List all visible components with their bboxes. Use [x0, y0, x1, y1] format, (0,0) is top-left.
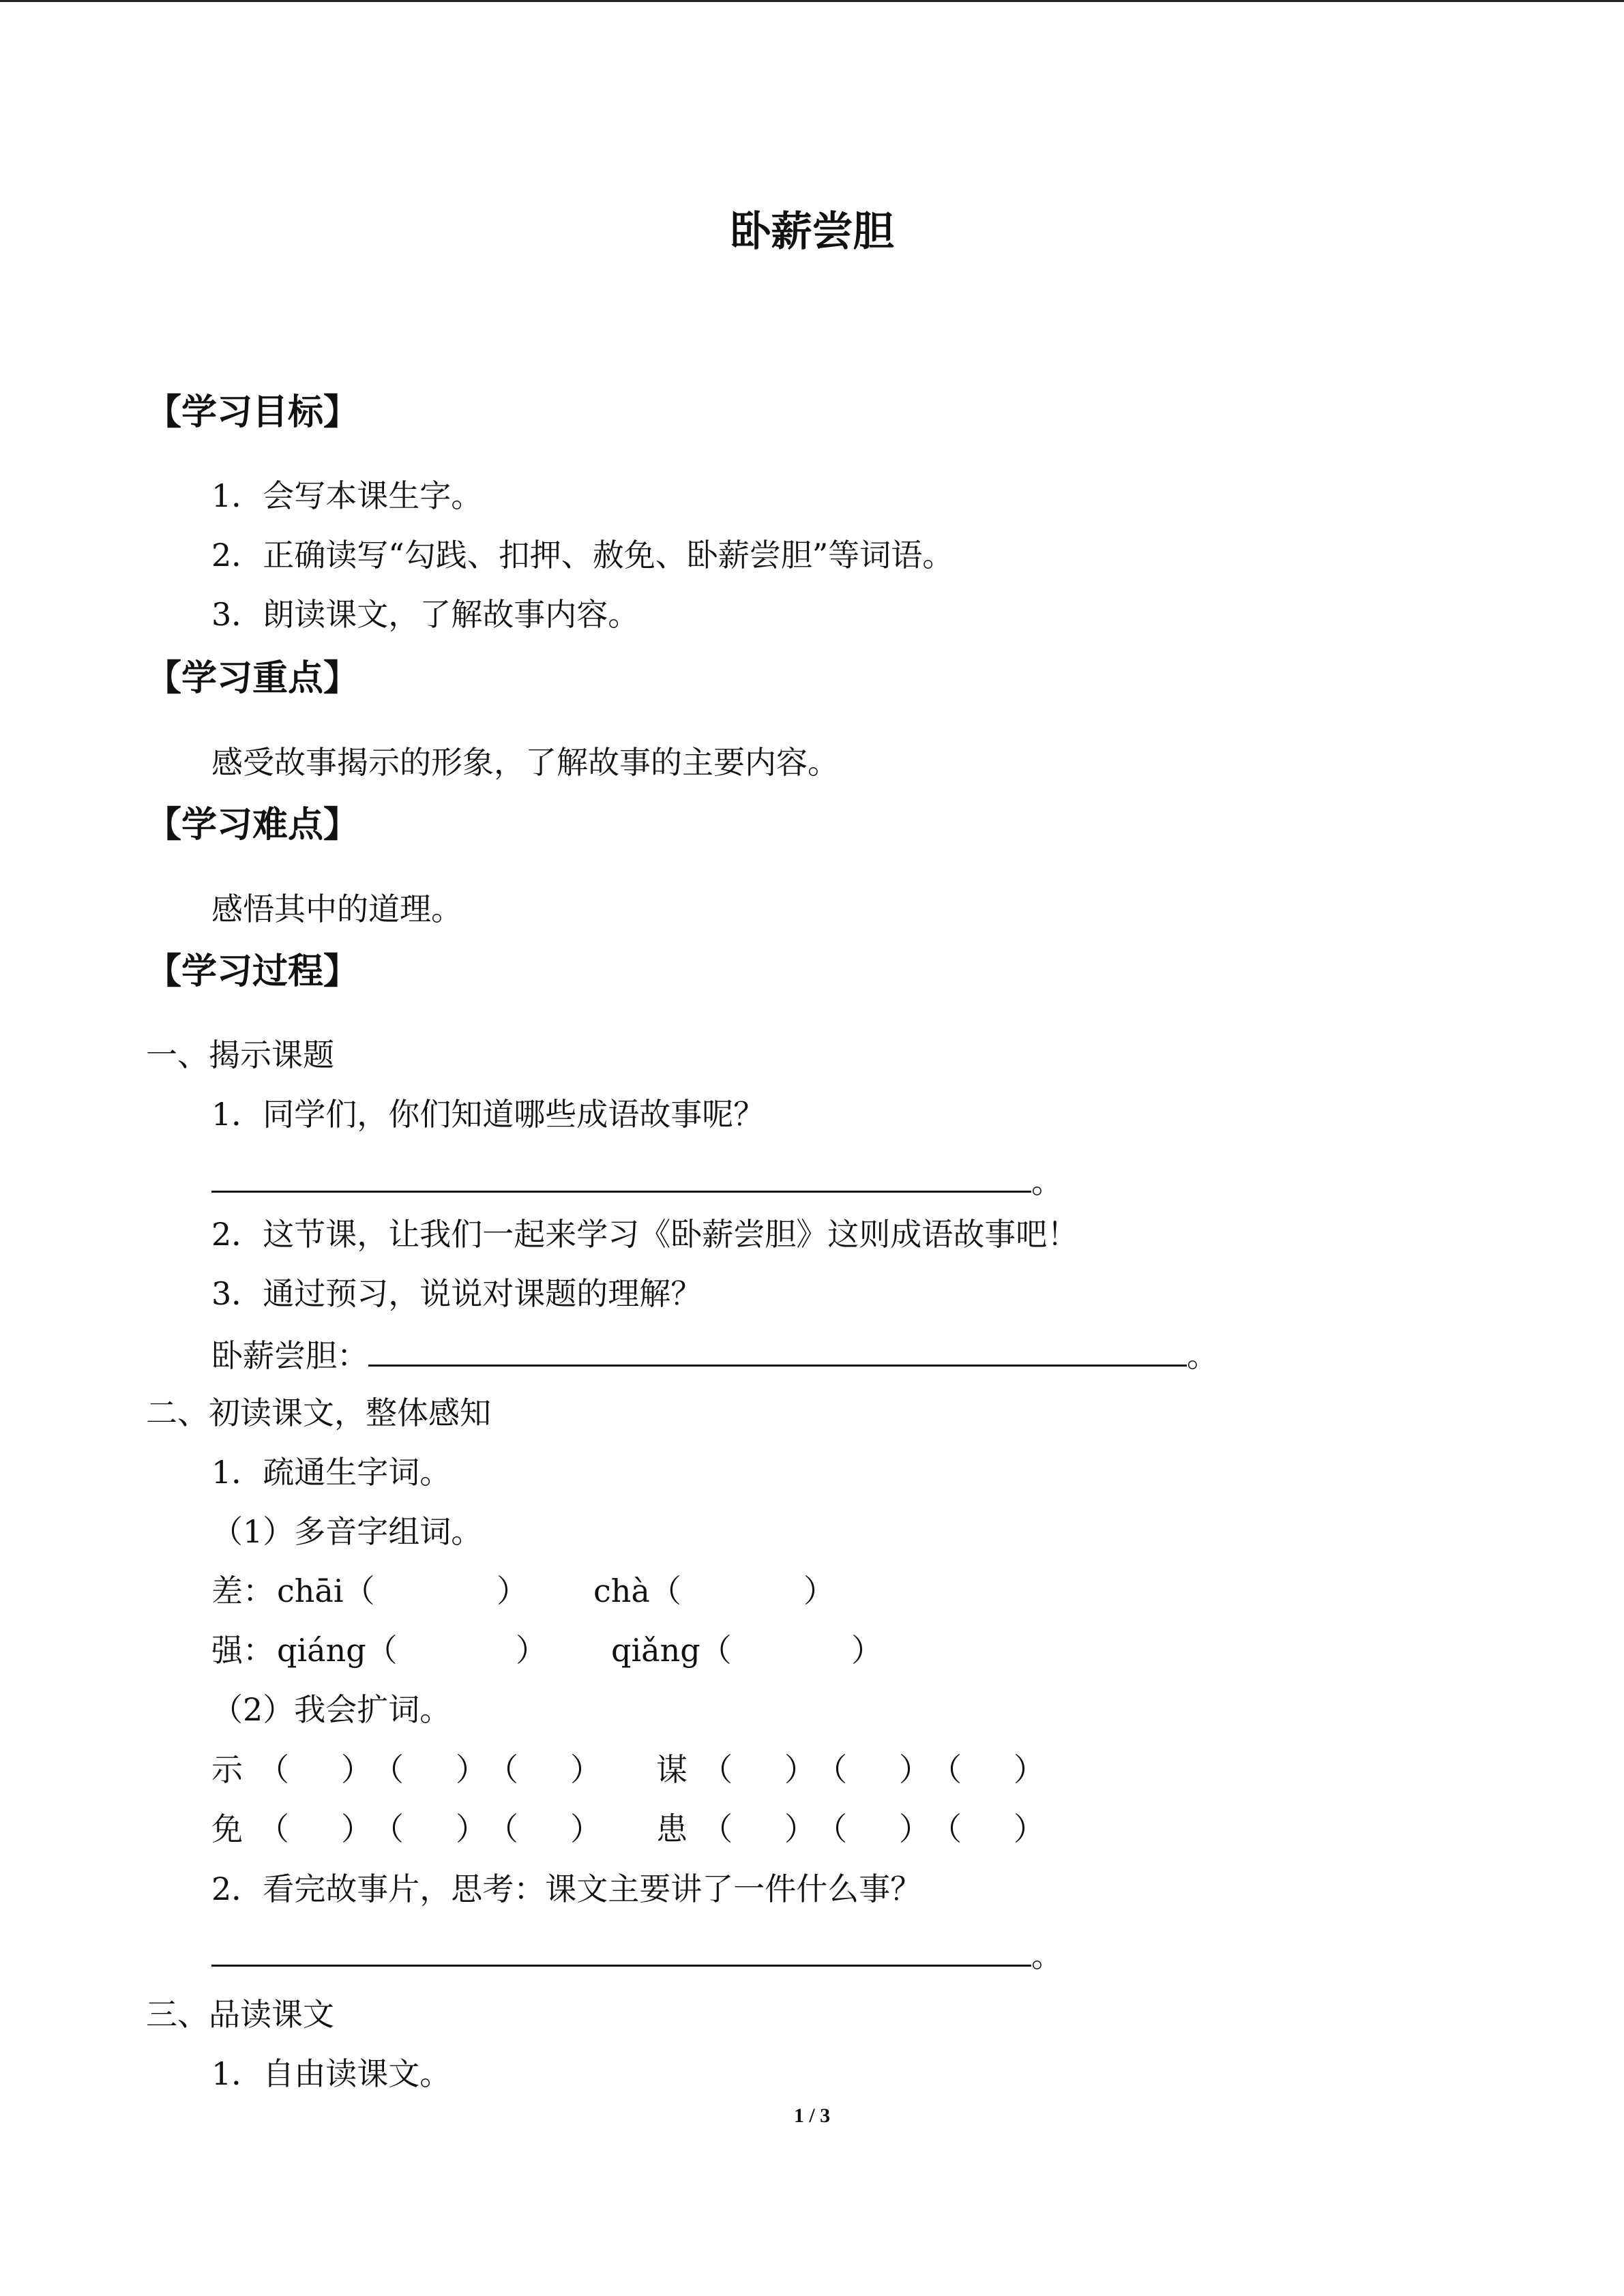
paren-close: ）: [784, 1751, 816, 1788]
paren-open: （: [930, 1810, 962, 1847]
paren-open: （: [701, 1810, 733, 1847]
difficulty-heading: 【学习难点】: [146, 805, 359, 846]
focus-heading: 【学习重点】: [146, 658, 359, 699]
period: 。: [1031, 1163, 1063, 1200]
paren-close: ）: [784, 1810, 816, 1847]
paren-close: ）: [456, 1751, 487, 1788]
part1-question-3: 3．通过预习，说说对课题的理解？: [211, 1275, 703, 1312]
part1-title: 一、揭示课题: [146, 1037, 334, 1073]
part3-question-1: 1．自由读课文。: [211, 2055, 452, 2092]
paren-open: （: [258, 1751, 289, 1788]
paren-close: ）: [456, 1810, 487, 1847]
polyphone-cha-label: 差：: [211, 1572, 274, 1609]
part2-sub-1: （1）多音字组词。: [211, 1513, 483, 1550]
part2-title: 二、初读课文，整体感知: [146, 1395, 491, 1431]
page-title: 卧薪尝胆: [730, 208, 894, 256]
expand-char-mian: 免: [211, 1810, 243, 1847]
paren-open: （: [487, 1751, 518, 1788]
period: 。: [1031, 1937, 1063, 1974]
paren-open: （: [701, 1751, 733, 1788]
part2-sub-2: （2）我会扩词。: [211, 1691, 452, 1728]
polyphone-cha-pinyin-1: chāi（: [277, 1572, 375, 1609]
paren-close: ）: [341, 1751, 372, 1788]
process-heading: 【学习过程】: [146, 951, 359, 992]
paren-close: ）: [516, 1632, 547, 1669]
paren-open: （: [372, 1751, 404, 1788]
paren-close: ）: [851, 1632, 883, 1669]
period: 。: [1187, 1337, 1218, 1374]
paren-close: ）: [803, 1572, 835, 1609]
answer-blank-line[interactable]: [368, 1333, 1187, 1367]
paren-open: （: [816, 1810, 847, 1847]
goal-item-3: 3．朗读课文，了解故事内容。: [211, 596, 640, 633]
part1-answer-3: [211, 1333, 1218, 1376]
page-top-border: [0, 0, 1624, 2]
answer-blank-line[interactable]: [211, 1159, 1031, 1193]
paren-close: ）: [1014, 1751, 1045, 1788]
expand-char-mou: 谋: [656, 1751, 688, 1788]
part1-question-1: 1．同学们，你们知道哪些成语故事呢？: [211, 1096, 765, 1133]
polyphone-cha-pinyin-2: chà（: [593, 1572, 681, 1609]
part1-question-2: 2．这节课，让我们一起来学习《卧薪尝胆》这则成语故事吧！: [211, 1216, 1079, 1253]
part3-title: 三、品读课文: [146, 1996, 334, 2033]
paren-close: ）: [570, 1751, 602, 1788]
paren-open: （: [258, 1810, 289, 1847]
paren-close: ）: [899, 1810, 930, 1847]
paren-close: ）: [341, 1810, 372, 1847]
expand-char-shi: 示: [211, 1751, 243, 1788]
polyphone-qiang-pinyin-1: qiáng（: [277, 1632, 398, 1669]
goal-item-2: 2．正确读写“勾践、扣押、赦免、卧薪尝胆”等词语。: [211, 537, 954, 573]
difficulty-text: 感悟其中的道理。: [211, 891, 462, 927]
goals-heading: 【学习目标】: [146, 392, 359, 433]
paren-open: （: [372, 1810, 404, 1847]
focus-text: 感受故事揭示的形象，了解故事的主要内容。: [211, 744, 839, 781]
part1-answer-1: [211, 1159, 1063, 1202]
answer-label: 卧薪尝胆：: [211, 1337, 368, 1374]
polyphone-qiang-label: 强：: [211, 1632, 274, 1669]
page-number: 1 / 3: [793, 2104, 831, 2127]
part2-question-2: 2．看完故事片，思考：课文主要讲了一件什么事？: [211, 1870, 922, 1907]
part2-question-1: 1．疏通生字词。: [211, 1454, 452, 1491]
paren-open: （: [487, 1810, 518, 1847]
paren-open: （: [930, 1751, 962, 1788]
paren-close: ）: [899, 1751, 930, 1788]
answer-blank-line[interactable]: [211, 1933, 1031, 1967]
paren-open: （: [816, 1751, 847, 1788]
expand-char-huan: 患: [656, 1810, 688, 1847]
paren-close: ）: [1014, 1810, 1045, 1847]
paren-close: ）: [570, 1810, 602, 1847]
part2-answer-2: [211, 1933, 1063, 1976]
paren-close: ）: [497, 1572, 528, 1609]
goal-item-1: 1．会写本课生字。: [211, 477, 483, 514]
polyphone-qiang-pinyin-2: qiǎng（: [611, 1632, 732, 1669]
